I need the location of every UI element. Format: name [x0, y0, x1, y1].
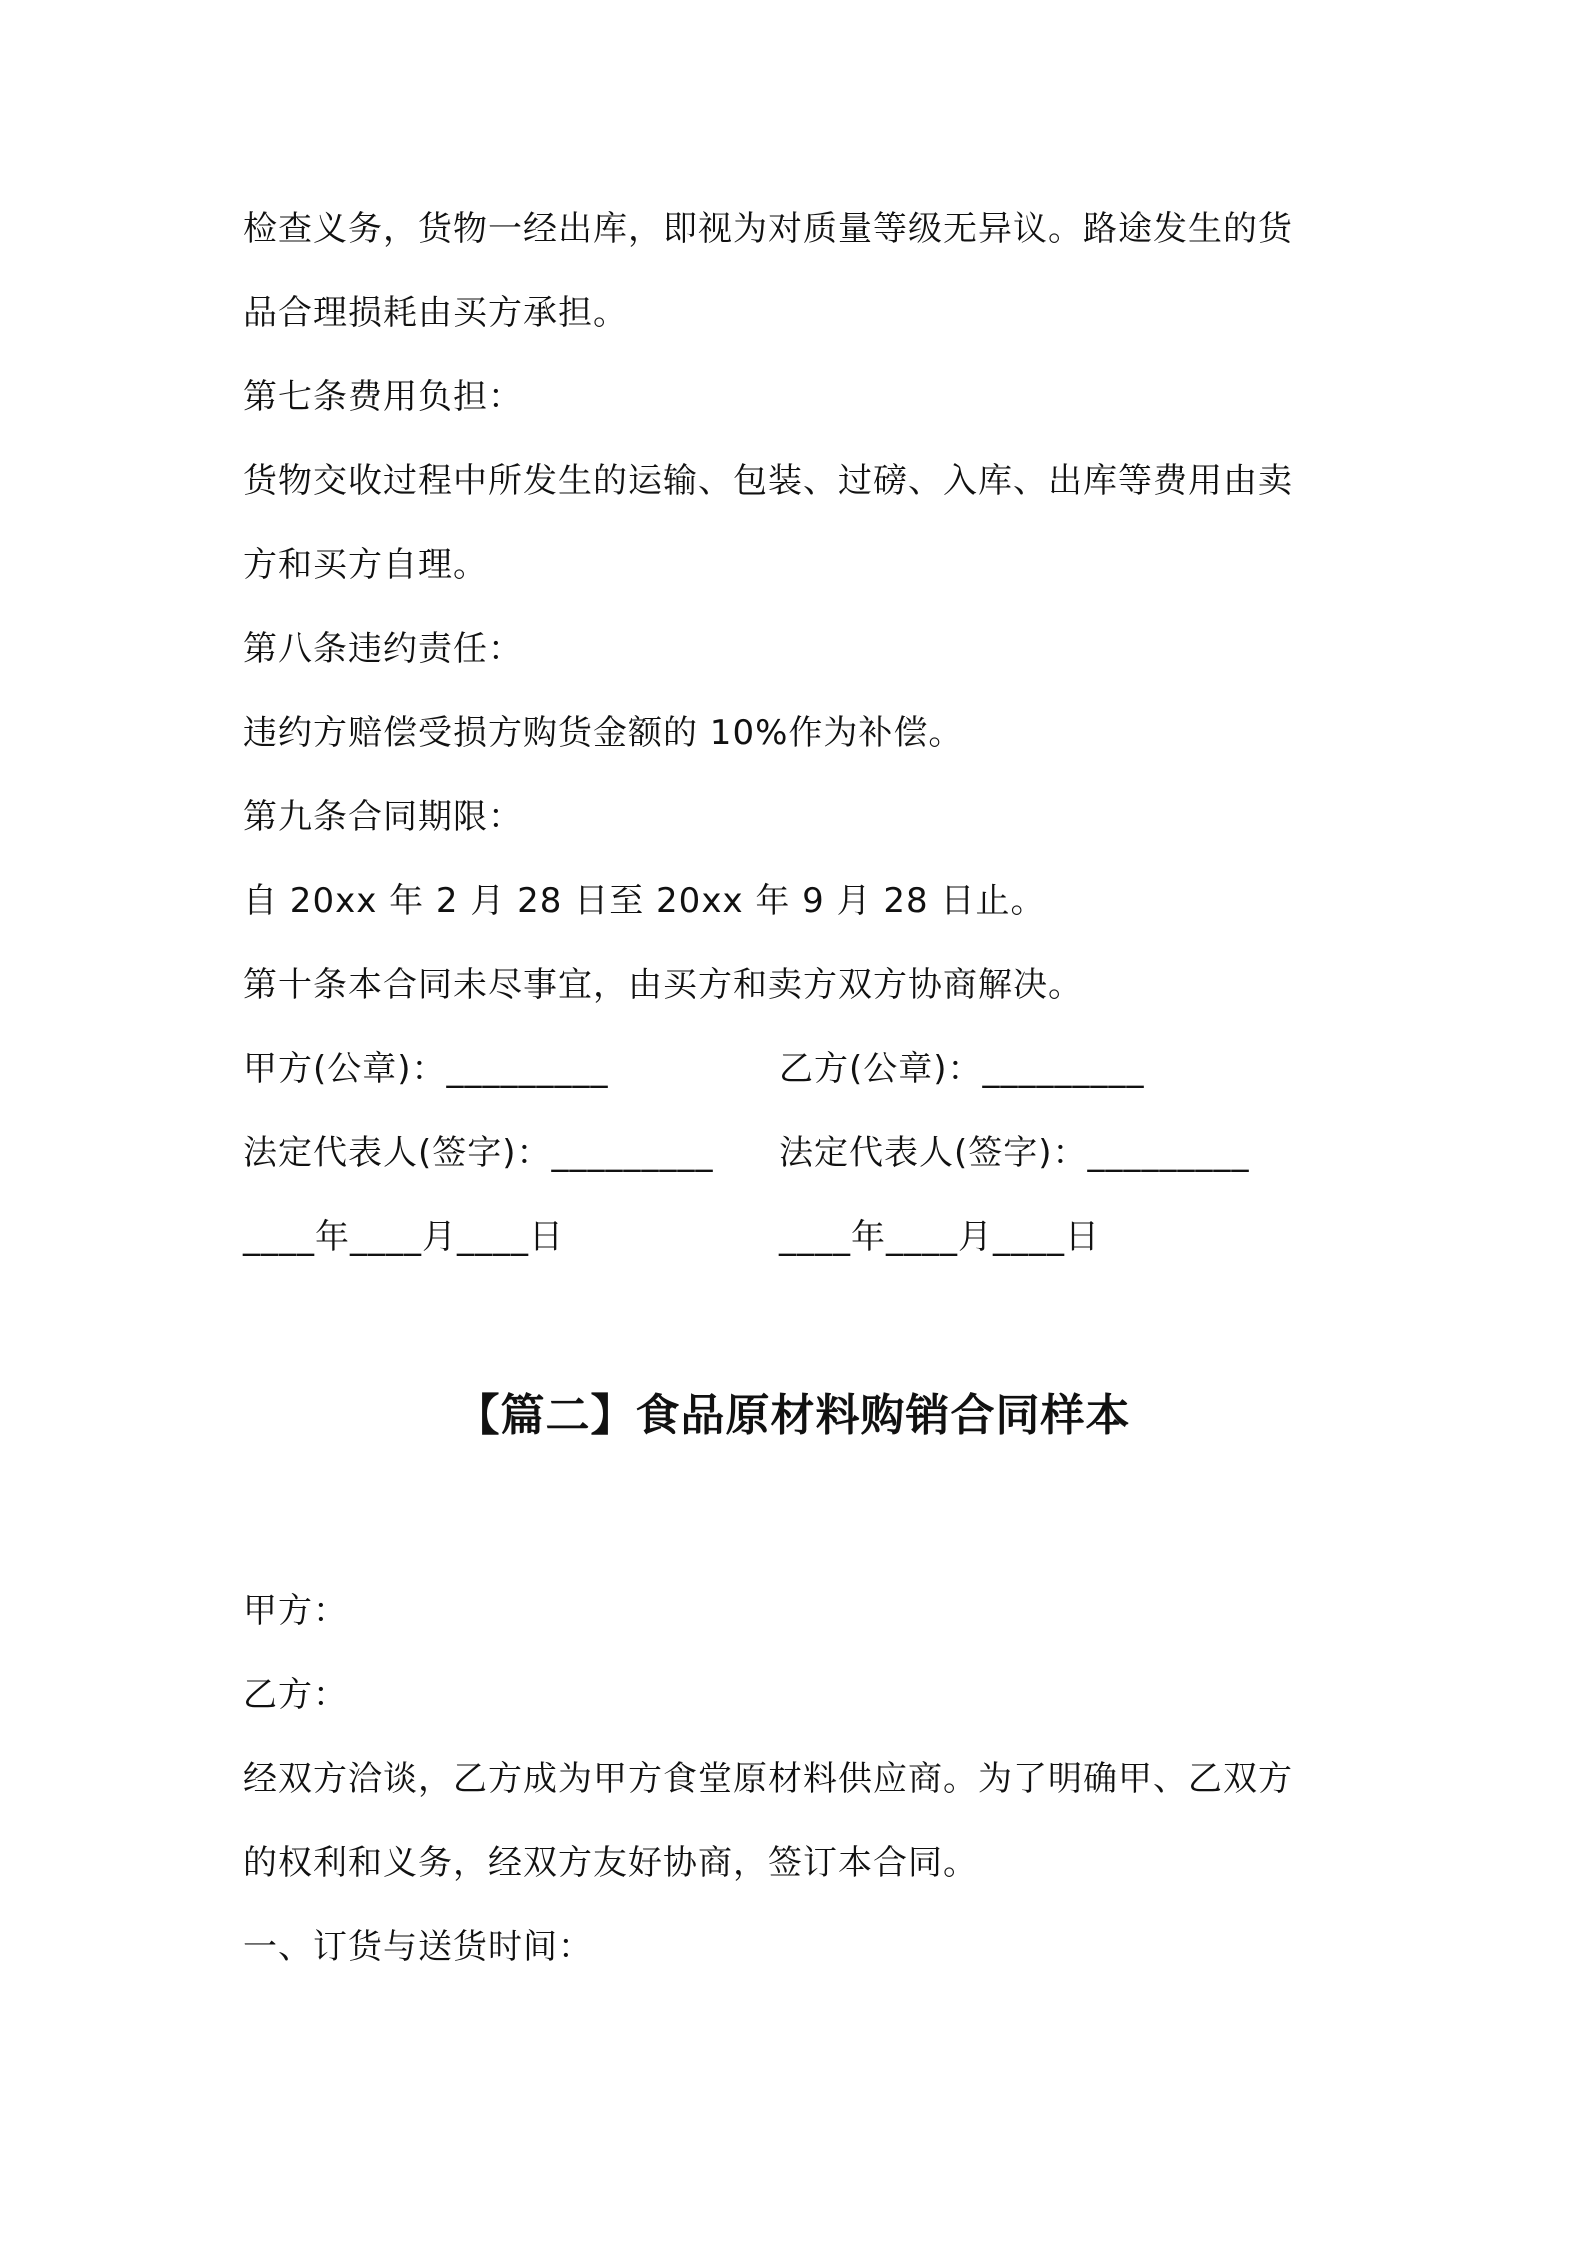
paragraph-line: 检查义务，货物一经出库，即视为对质量等级无异议。路途发生的货	[243, 209, 1293, 249]
party-a-label: 甲方：	[243, 1591, 348, 1631]
article-heading: 第九条合同期限：	[243, 797, 523, 837]
party-a-representative: 法定代表人(签字)：_________	[243, 1133, 714, 1173]
clause-heading: 一、订货与送货时间：	[243, 1927, 593, 1967]
party-b-seal: 乙方(公章)：_________	[779, 1049, 1145, 1089]
party-b-representative: 法定代表人(签字)：_________	[779, 1133, 1250, 1173]
party-b-date: ____年____月____日	[779, 1217, 1100, 1257]
paragraph-line: 方和买方自理。	[243, 545, 488, 585]
article-heading: 第八条违约责任：	[243, 629, 523, 669]
paragraph-line: 第十条本合同未尽事宜，由买方和卖方双方协商解决。	[243, 965, 1083, 1005]
paragraph-line: 违约方赔偿受损方购货金额的 10%作为补偿。	[243, 713, 964, 753]
paragraph-line: 货物交收过程中所发生的运输、包装、过磅、入库、出库等费用由卖	[243, 461, 1293, 501]
party-b-label: 乙方：	[243, 1675, 348, 1715]
paragraph-line: 自 20xx 年 2 月 28 日至 20xx 年 9 月 28 日止。	[243, 881, 1046, 921]
paragraph-line: 经双方洽谈，乙方成为甲方食堂原材料供应商。为了明确甲、乙双方	[243, 1759, 1293, 1799]
party-a-seal: 甲方(公章)：_________	[243, 1049, 609, 1089]
section-title: 【篇二】食品原材料购销合同样本	[455, 1390, 1131, 1441]
paragraph-line: 的权利和义务，经双方友好协商，签订本合同。	[243, 1843, 978, 1883]
article-heading: 第七条费用负担：	[243, 377, 523, 417]
party-a-date: ____年____月____日	[243, 1217, 564, 1257]
paragraph-line: 品合理损耗由买方承担。	[243, 293, 628, 333]
